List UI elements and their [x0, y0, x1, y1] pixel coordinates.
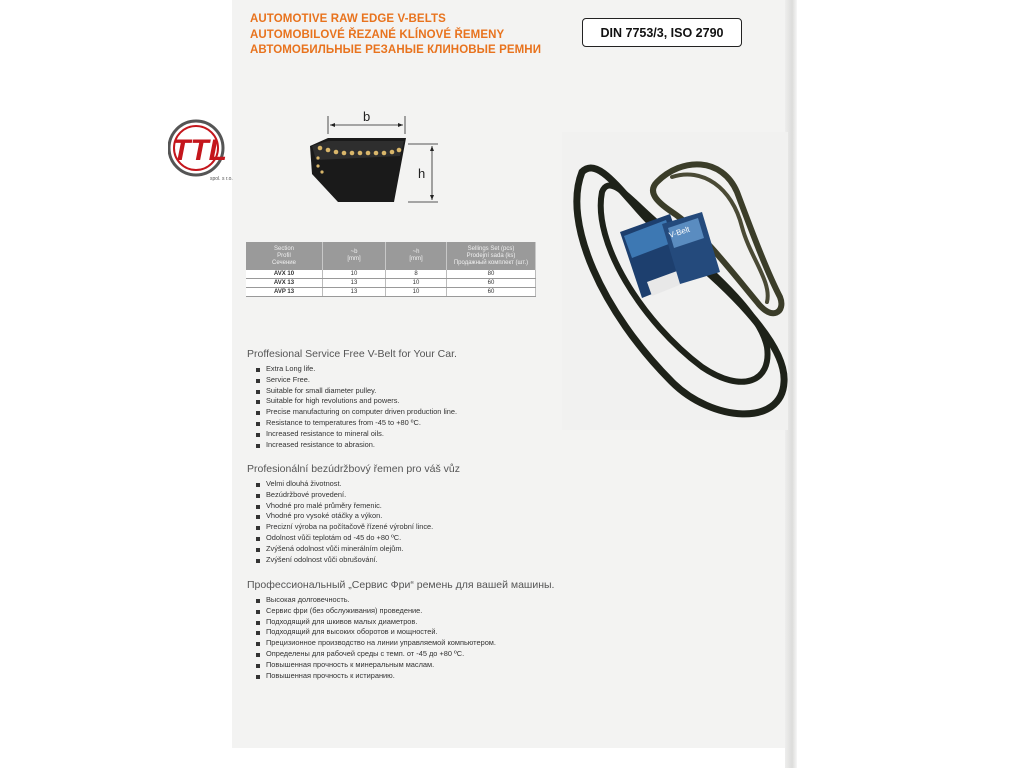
table-row	[246, 279, 536, 288]
feature-list-russian	[256, 595, 496, 681]
list-item: Increased resistance to mineral oils.	[256, 429, 457, 440]
b-label: b	[363, 109, 371, 124]
title-czech: AUTOMOBILOVÉ ŘEZANÉ KLÍNOVÉ ŘEMENY	[250, 28, 505, 41]
cell-set: 80	[447, 270, 536, 279]
feature-list-english	[256, 364, 457, 450]
list-item: Suitable for small diameter pulley.	[256, 386, 457, 397]
list-item: Определены для рабочей среды с темп. от -45 до +80 ºC.	[256, 649, 496, 660]
list-item: Сервис фри (без обслуживания) проведение.	[256, 606, 496, 617]
list-item: Повышенная прочность к минеральным маслам.	[256, 660, 496, 671]
cell-b: 13	[323, 288, 386, 297]
list-item: Precizní výroba na počítačově řízené výrobní lince.	[256, 522, 433, 533]
tag-text: V-Belt	[667, 224, 691, 240]
section-heading-russian: Профессиональный „Сервис Фри“ ремень для вашей машины.	[247, 579, 555, 591]
table-row	[246, 288, 536, 297]
list-item: Service Free.	[256, 375, 457, 386]
section-heading-czech: Profesionální bezúdržbový řemen pro váš vůz	[247, 463, 461, 475]
list-item: Прецизионное производство на линии управляемой компьютером.	[256, 638, 496, 649]
list-item: Suitable for high revolutions and powers.	[256, 396, 457, 407]
cell-set: 60	[447, 279, 536, 288]
logo-text: TTL	[172, 134, 227, 167]
cell-h: 10	[386, 279, 447, 288]
list-item: Повышенная прочность к истиранию.	[256, 671, 496, 682]
header-b: ~b [mm]	[323, 242, 386, 270]
list-item: Extra Long life.	[256, 364, 457, 375]
h-label: h	[418, 166, 426, 181]
belt-profile-diagram	[298, 108, 448, 218]
feature-list-czech	[256, 479, 433, 565]
list-item: Increased resistance to abrasion.	[256, 440, 457, 451]
cell-h: 8	[386, 270, 447, 279]
title-english: AUTOMOTIVE RAW EDGE V-BELTS	[250, 13, 446, 25]
list-item: Zvýšení odolnost vůči obrušování.	[256, 555, 433, 566]
list-item: Zvýšená odolnost vůči minerálním olejům.	[256, 544, 433, 555]
cell-b: 13	[323, 279, 386, 288]
list-item: Bezúdržbové provedení.	[256, 490, 433, 501]
spec-table	[246, 242, 536, 297]
table-header-row	[246, 242, 536, 270]
list-item: Vhodné pro vysoké otáčky a výkon.	[256, 511, 433, 522]
standard-badge: DIN 7753/3, ISO 2790	[582, 18, 742, 47]
logo-subtext: spol. s r.o.	[210, 176, 233, 182]
cell-section: AVX 10	[246, 270, 323, 279]
list-item: Подходящий для высоких оборотов и мощностей.	[256, 627, 496, 638]
title-russian: АВТОМОБИЛЬНЫЕ РЕЗАНЫЕ КЛИНОВЫЕ РЕМНИ	[250, 44, 542, 56]
table-row	[246, 270, 536, 279]
cell-set: 60	[447, 288, 536, 297]
title-block	[250, 12, 541, 59]
cell-section: AVX 13	[246, 279, 323, 288]
ttl-logo	[168, 118, 248, 188]
list-item: Velmi dlouhá životnost.	[256, 479, 433, 490]
list-item: Подходящий для шкивов малых диаметров.	[256, 617, 496, 628]
section-heading-english: Proffesional Service Free V-Belt for Your Car.	[247, 348, 457, 360]
header-sellings-set: Sellings Set (pcs) Prodejní sada (ks) Продажный комплект (шт.)	[447, 242, 536, 270]
list-item: Odolnost vůči teplotám od -45 do +80 ºC.	[256, 533, 433, 544]
cell-section: AVP 13	[246, 288, 323, 297]
list-item: Resistance to temperatures from -45 to +80 ºC.	[256, 418, 457, 429]
cell-b: 10	[323, 270, 386, 279]
list-item: Высокая долговечность.	[256, 595, 496, 606]
header-section: Section Profil Сечение	[246, 242, 323, 270]
v-belt-product-photo	[562, 132, 788, 430]
list-item: Vhodné pro malé průměry řemenic.	[256, 501, 433, 512]
header-h: ~h [mm]	[386, 242, 447, 270]
cell-h: 10	[386, 288, 447, 297]
list-item: Precise manufacturing on computer driven production line.	[256, 407, 457, 418]
